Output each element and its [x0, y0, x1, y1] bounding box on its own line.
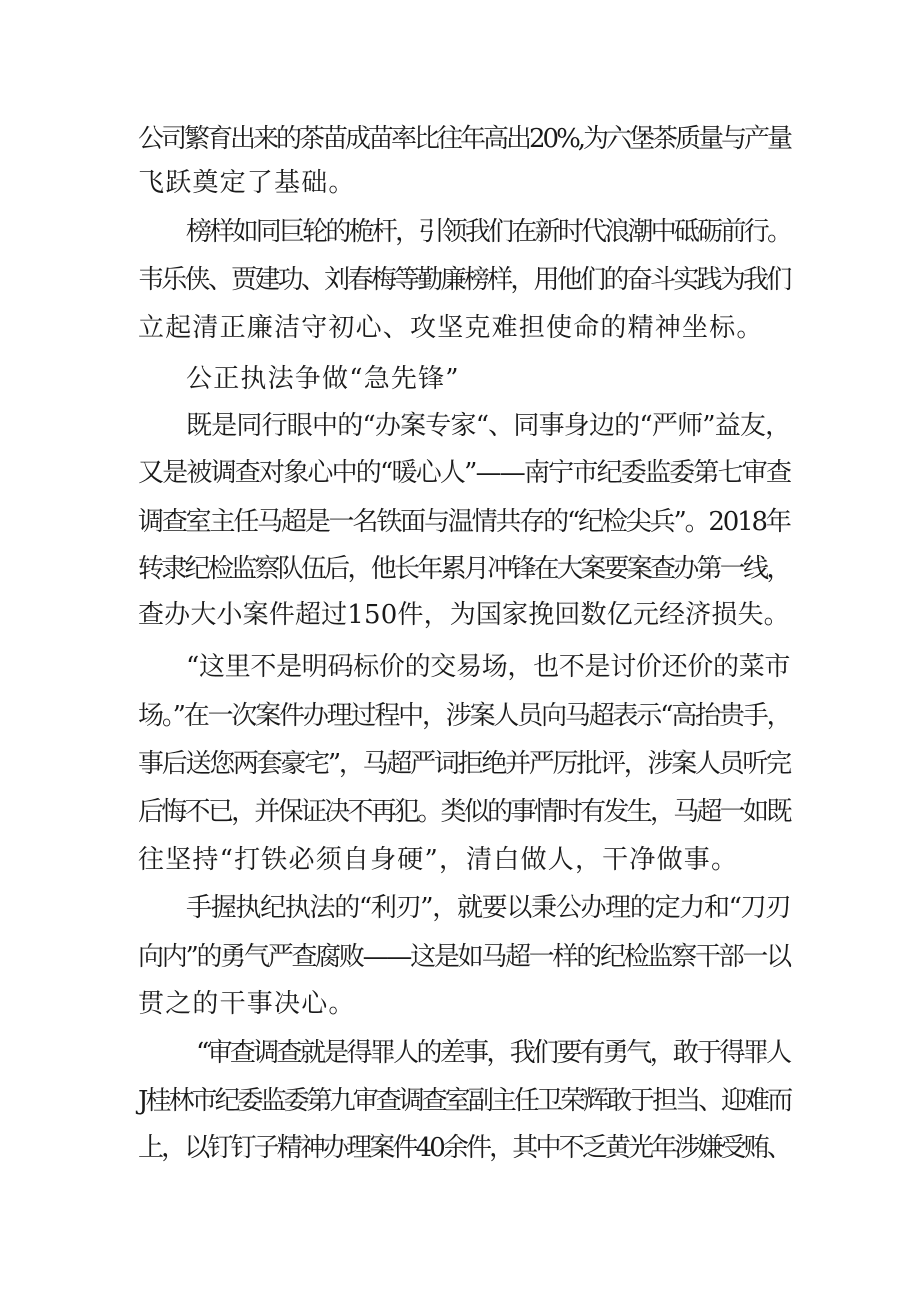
text-line: 场。”在一次案件办理过程中，涉案人员向马超表示“高抬贵手， [138, 701, 791, 731]
text-line: 查办大小案件超过150件，为国家挽回数亿元经济损失。 [138, 600, 790, 630]
text-line: 榜样如同巨轮的桅杆，引领我们在新时代浪潮中砥砺前行。 [186, 217, 791, 247]
text-line: 既是同行眼中的“办案专家“、同事身边的“严师”益友， [186, 411, 791, 441]
text-line: 韦乐侠、贾建功、刘春梅等勤廉榜样，用他们的奋斗实践为我们 [138, 265, 790, 295]
text-line: J桂林市纪委监委第九审查调查室副主任卫荣辉敢于担当、迎难而 [138, 1086, 791, 1116]
text-line: 事后送您两套豪宅”，马超严词拒绝并严厉批评，涉案人员听完 [138, 749, 790, 779]
text-line: 公司繁育出来的茶苗成苗率比往年高出20%,为六堡茶质量与产量 [138, 124, 791, 154]
text-line: 调查室主任马超是一名铁面与温情共存的“纪检尖兵”。2018年 [138, 507, 790, 537]
text-line: 立起清正廉洁守初心、攻坚克难担使命的精神坐标。 [138, 313, 764, 343]
text-line: “这里不是明码标价的交易场，也不是讨价还价的菜市 [186, 652, 791, 682]
text-line: 飞跃奠定了基础。 [138, 168, 356, 198]
section-heading: 公正执法争做“急先锋” [186, 364, 460, 394]
text-line: 贯之的干事决心。 [138, 989, 356, 1019]
text-line: 后悔不已，并保证决不再犯。类似的事情时有发生，马超一如既 [138, 797, 790, 827]
text-line: 向内”的勇气严查腐败——这是如马超一样的纪检监察干部一以 [138, 942, 790, 972]
text-line: 往坚持“打铁必须自身硬”，清白做人，干净做事。 [138, 845, 739, 875]
text-line: 手握执纪执法的“利刃”，就要以秉公办理的定力和“刀刃 [186, 893, 791, 923]
text-line: 又是被调查对象心中的“暖心人”——南宁市纪委监委第七审查 [138, 458, 791, 488]
text-line: 转隶纪检监察队伍后，他长年累月冲锋在大案要案查办第一线， [138, 554, 790, 584]
text-line: “审查调查就是得罪人的差事，我们要有勇气，敢于得罪人 [196, 1038, 790, 1068]
text-line: 上，以钉钉子精神办理案件40余件，其中不乏黄光年涉嫌受贿、 [138, 1133, 790, 1163]
